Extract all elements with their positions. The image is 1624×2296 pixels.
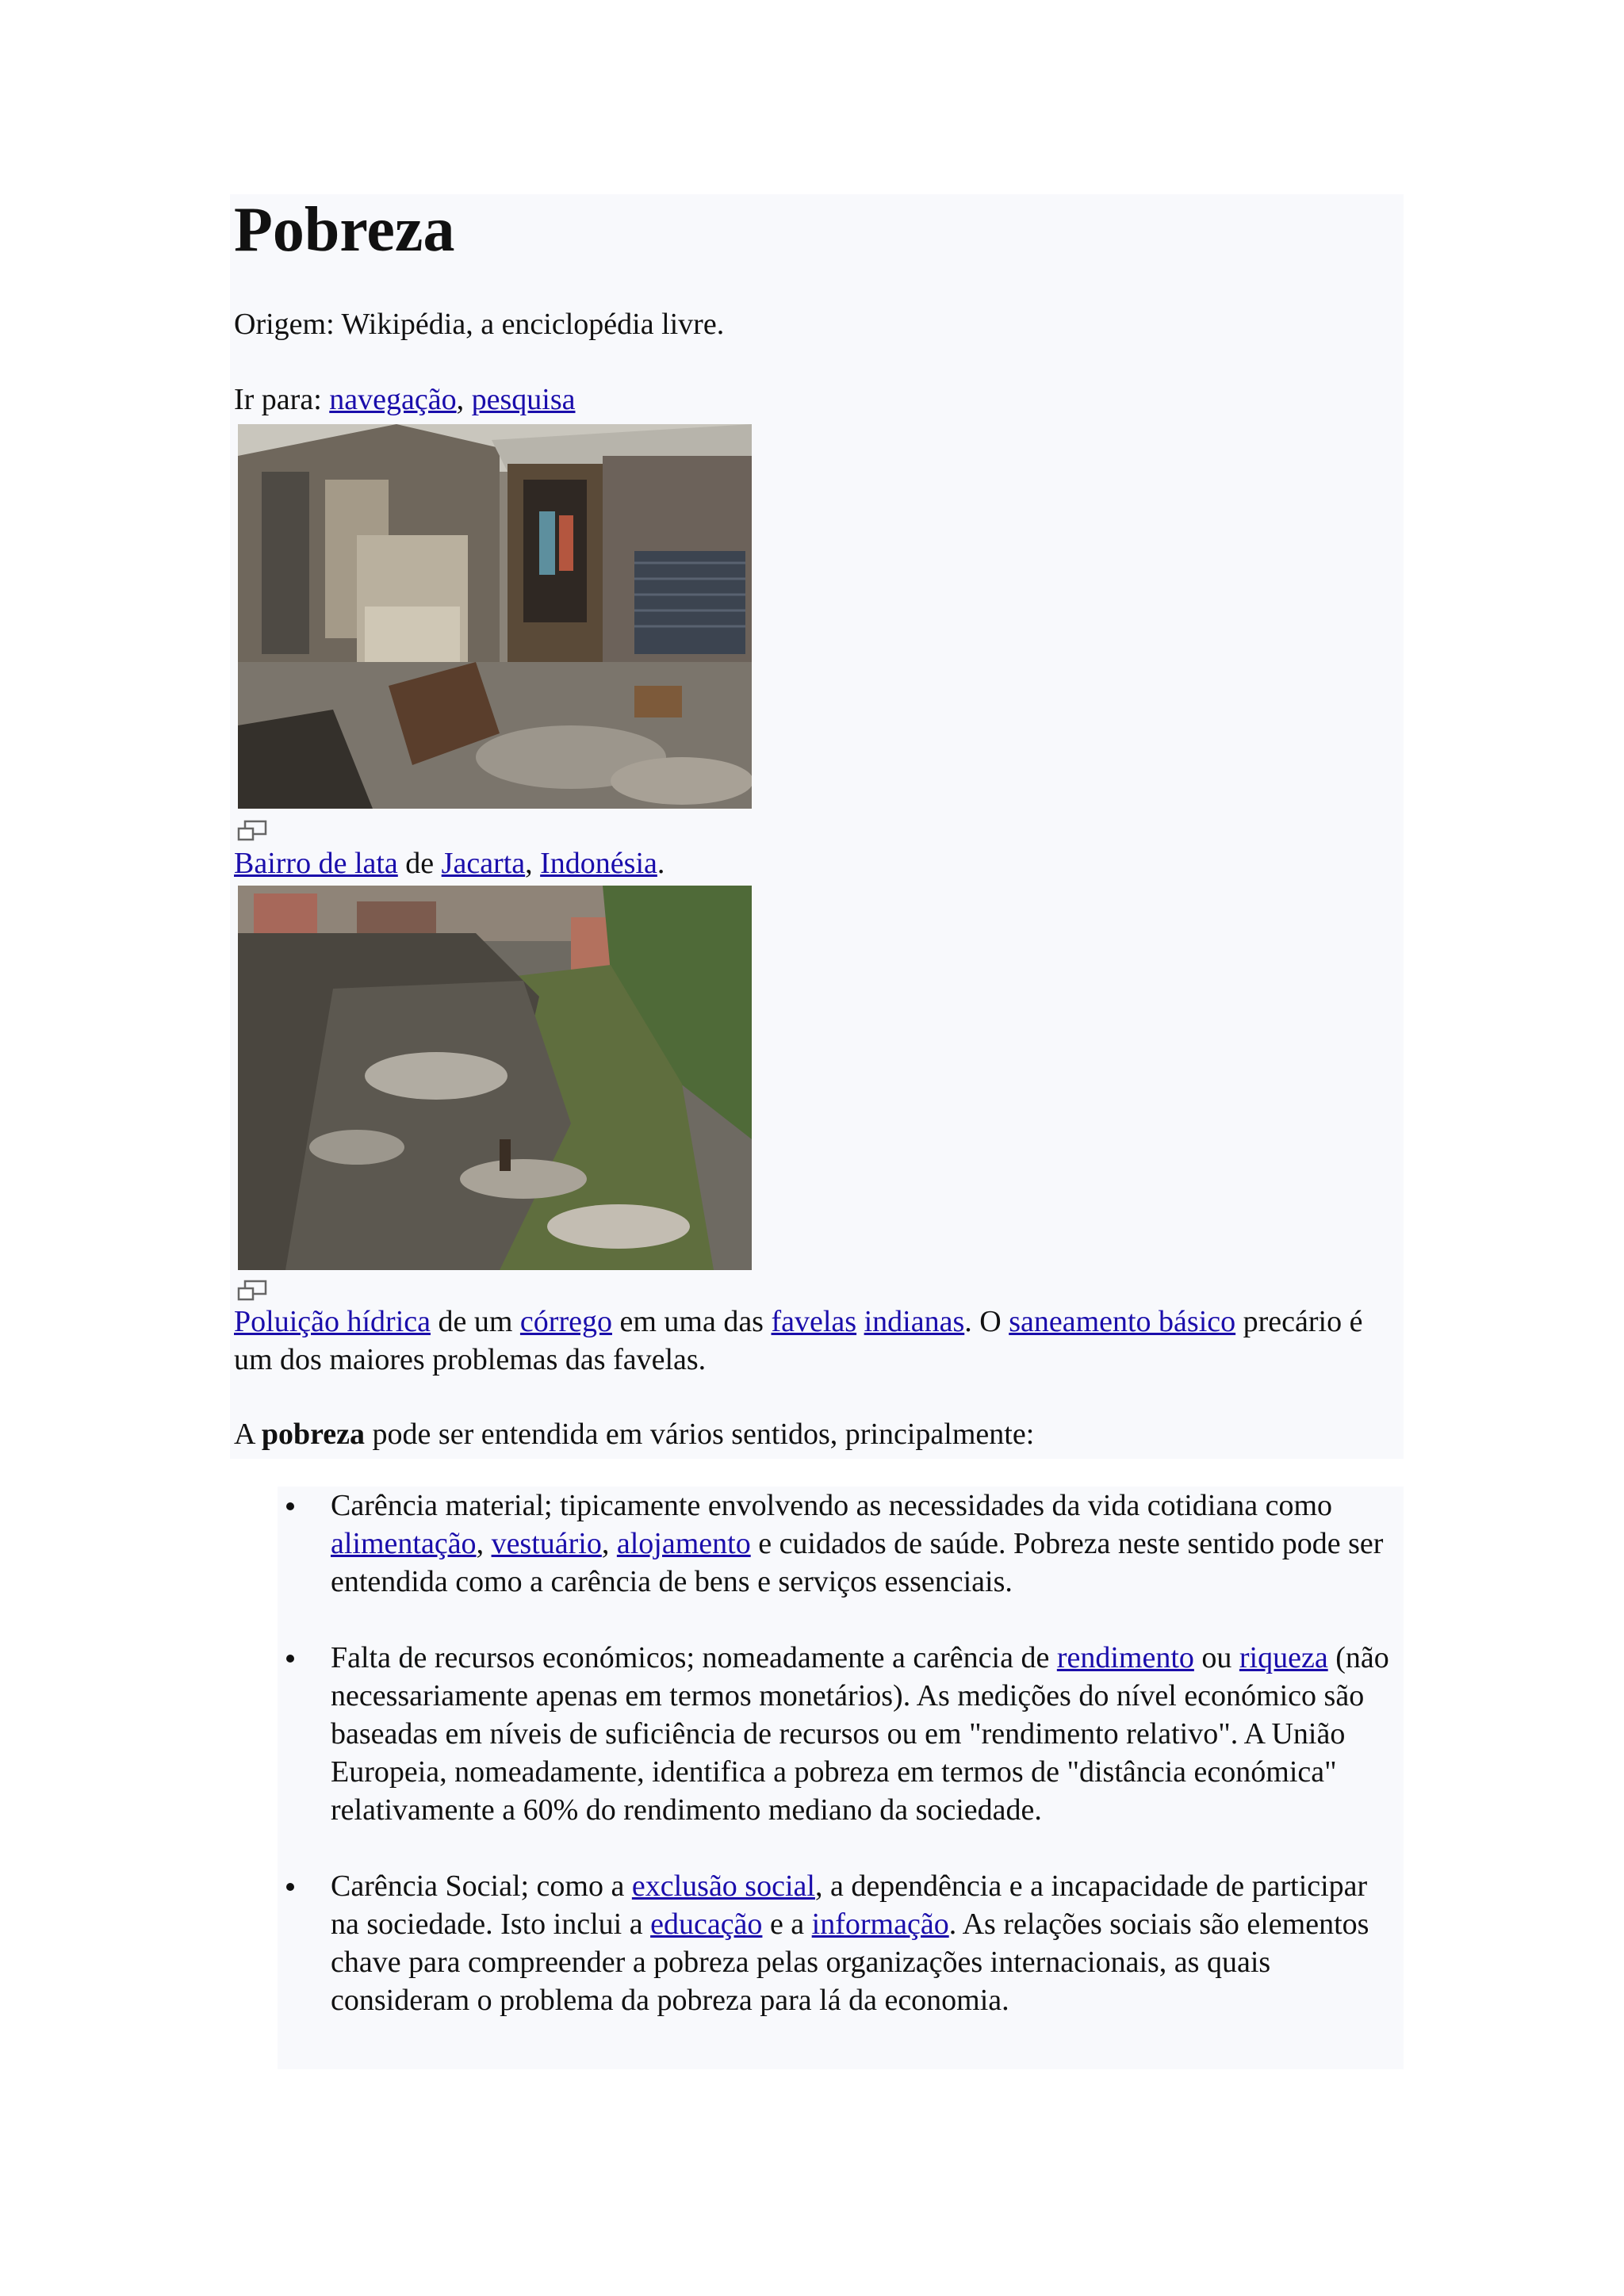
caption-text: de um (430, 1305, 520, 1338)
education-link[interactable]: educação (650, 1908, 763, 1941)
favelas-link[interactable]: favelas (771, 1305, 857, 1338)
social-exclusion-link[interactable]: exclusão social (631, 1869, 815, 1903)
navigation-link[interactable]: navegação (329, 383, 457, 416)
stream-link[interactable]: córrego (519, 1305, 612, 1338)
list-text: Falta de recursos económicos; nomeadamente a carência de (331, 1641, 1057, 1674)
jump-links (234, 381, 575, 419)
list-item (331, 1487, 1401, 1601)
list-text: , (476, 1527, 492, 1560)
stream-photo[interactable] (238, 886, 752, 1270)
search-link[interactable]: pesquisa (471, 383, 576, 416)
list-item (331, 1867, 1401, 2019)
water-pollution-link[interactable]: Poluição hídrica (234, 1305, 431, 1338)
poverty-senses-list (331, 1487, 1401, 2057)
jakarta-link[interactable]: Jacarta (441, 847, 526, 880)
caption-text: . O (964, 1305, 1009, 1338)
intro-paragraph (234, 1415, 1034, 1453)
intro-bold-term: pobreza (261, 1418, 366, 1451)
list-text: (não necessariamente apenas em termos monetários). As medições do nível económico são baseadas em níveis de suficiência de recursos ou em "rendimento relativo". A União Europeia, nomeadamente, identifica a pobreza em termos de "distância económica" relativamente a 60% do rendimento mediano da sociedade. (331, 1641, 1389, 1827)
list-text: e cuidados de saúde. Pobreza neste sentido pode ser entendida como a carência de bens e serviços essenciais. (331, 1527, 1384, 1598)
list-text: , (601, 1527, 617, 1560)
caption-text: precário é um dos maiores problemas das favelas. (234, 1305, 1363, 1376)
slum-photo[interactable] (238, 424, 752, 809)
figure-caption-2 (234, 1303, 1408, 1379)
caption-text: em uma das (611, 1305, 772, 1338)
caption-text: . (657, 847, 665, 880)
slum-link[interactable]: Bairro de lata (234, 847, 398, 880)
intro-text: A (234, 1418, 262, 1451)
enlarge-icon[interactable] (237, 819, 269, 843)
jump-separator: , (456, 383, 472, 416)
list-item (331, 1639, 1401, 1829)
food-link[interactable]: alimentação (331, 1527, 477, 1560)
clothing-link[interactable]: vestuário (491, 1527, 602, 1560)
origin-text: Origem: Wikipédia, a enciclopédia livre. (234, 308, 725, 341)
list-text: . As relações sociais são elementos chave para compreender a pobreza pelas organizações internacionais, as quais consideram o problema da pobreza para lá da economia. (331, 1908, 1369, 2017)
list-text: ou (1193, 1641, 1239, 1674)
housing-link[interactable]: alojamento (616, 1527, 751, 1560)
page-title: Pobreza (234, 195, 455, 265)
indian-link[interactable]: indianas (864, 1305, 965, 1338)
slum-photo-graphic (238, 424, 752, 809)
sanitation-link[interactable]: saneamento básico (1009, 1305, 1236, 1338)
enlarge-icon[interactable] (237, 1279, 269, 1303)
figure-caption-1 (234, 844, 665, 882)
list-text: e a (762, 1908, 812, 1941)
list-text: Carência Social; como a (331, 1869, 632, 1903)
income-link[interactable]: rendimento (1056, 1641, 1194, 1674)
information-link[interactable]: informação (811, 1908, 949, 1941)
caption-text (856, 1305, 864, 1338)
list-text: , a dependência e a incapacidade de participar na sociedade. Isto inclui a (331, 1869, 1368, 1941)
intro-text: pode ser entendida em vários sentidos, principalmente: (365, 1418, 1035, 1451)
jump-prefix: Ir para: (234, 383, 330, 416)
stream-photo-graphic (238, 886, 752, 1270)
list-text: Carência material; tipicamente envolvendo as necessidades da vida cotidiana como (331, 1489, 1332, 1522)
wealth-link[interactable]: riqueza (1239, 1641, 1328, 1674)
caption-text: de (397, 847, 442, 880)
caption-text: , (525, 847, 541, 880)
indonesia-link[interactable]: Indonésia (540, 847, 657, 880)
